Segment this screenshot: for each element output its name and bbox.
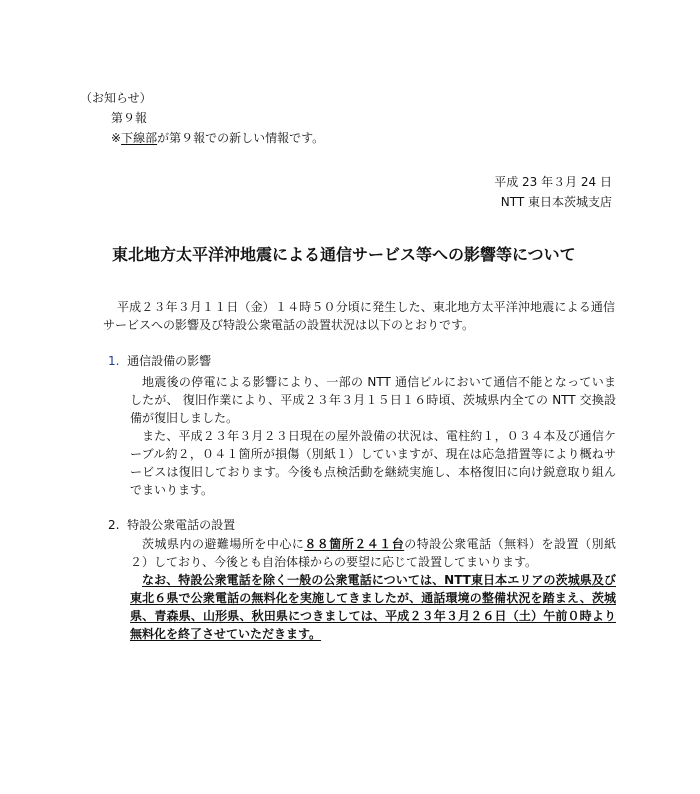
section-1-paragraph-2: また、平成２３年３月２３日現在の屋外設備の状況は、電柱約１，０３４本及び通信ケーブル約２，０４１箇所が損傷（別紙１）していますが、現在は応急措置等により概ねサービスは復旧しております。今後も点検活動を継続実施し、本格復旧に向け鋭意取り組んでまいります。: [130, 429, 616, 497]
section-2-heading: [108, 517, 235, 533]
update-note: [111, 130, 324, 146]
section-2-para1-rest: の特設公衆電話（無料）を設置（別紙２）しており、今後とも自治体様からの要望に応じて設置してまいります。: [130, 537, 616, 569]
report-number: 第９報: [111, 111, 148, 125]
section-1-number: 1.: [108, 354, 120, 368]
section-2-paragraph-2: なお、特設公衆電話を除く一般の公衆電話については、NTT東日本エリアの茨城県及び東北６県で公衆電話の無料化を実施してきましたが、通話環境の整備状況を踏まえ、茨城県、青森県、山形県、秋田県につきましては、平成２３年３月２６日（土）午前０時より無料化を終了させていただきます。: [130, 573, 616, 641]
update-note-suffix: が第９報での新しい情報です。: [157, 131, 325, 145]
section-2-paragraph-1: [130, 535, 616, 571]
section-1-heading: [108, 353, 211, 369]
notice-label: （お知らせ）: [80, 91, 152, 105]
issuer: NTT 東日本茨城支店: [500, 195, 612, 209]
section-2-number: 2.: [108, 518, 120, 532]
issue-date: 平成 23 年３月 24 日: [494, 175, 612, 189]
section-2-para1-lead: 茨城県内の避難場所を中心に: [142, 537, 305, 551]
section-1-title: 通信設備の影響: [127, 354, 212, 368]
section-2-para1-count: ８８箇所２４１台: [304, 537, 405, 551]
document-title: 東北地方太平洋沖地震による通信サービス等への影響等について: [112, 245, 576, 264]
update-note-underlined: 下線部: [121, 131, 158, 145]
update-note-prefix: ※: [111, 131, 122, 145]
section-2-title: 特設公衆電話の設置: [127, 518, 236, 532]
section-1-paragraph-1: 地震後の停電による影響により、一部の NTT 通信ビルにおいて通信不能となっていましたが、 復旧作業により、平成２３年３月１５日１６時頃、茨城県内全ての NTT 交換設備が復旧しました。: [130, 375, 616, 425]
intro-paragraph: 平成２３年３月１１日（金）１４時５０分頃に発生した、東北地方太平洋沖地震による通信サービスへの影響及び特設公衆電話の設置状況は以下のとおりです。: [103, 300, 615, 332]
